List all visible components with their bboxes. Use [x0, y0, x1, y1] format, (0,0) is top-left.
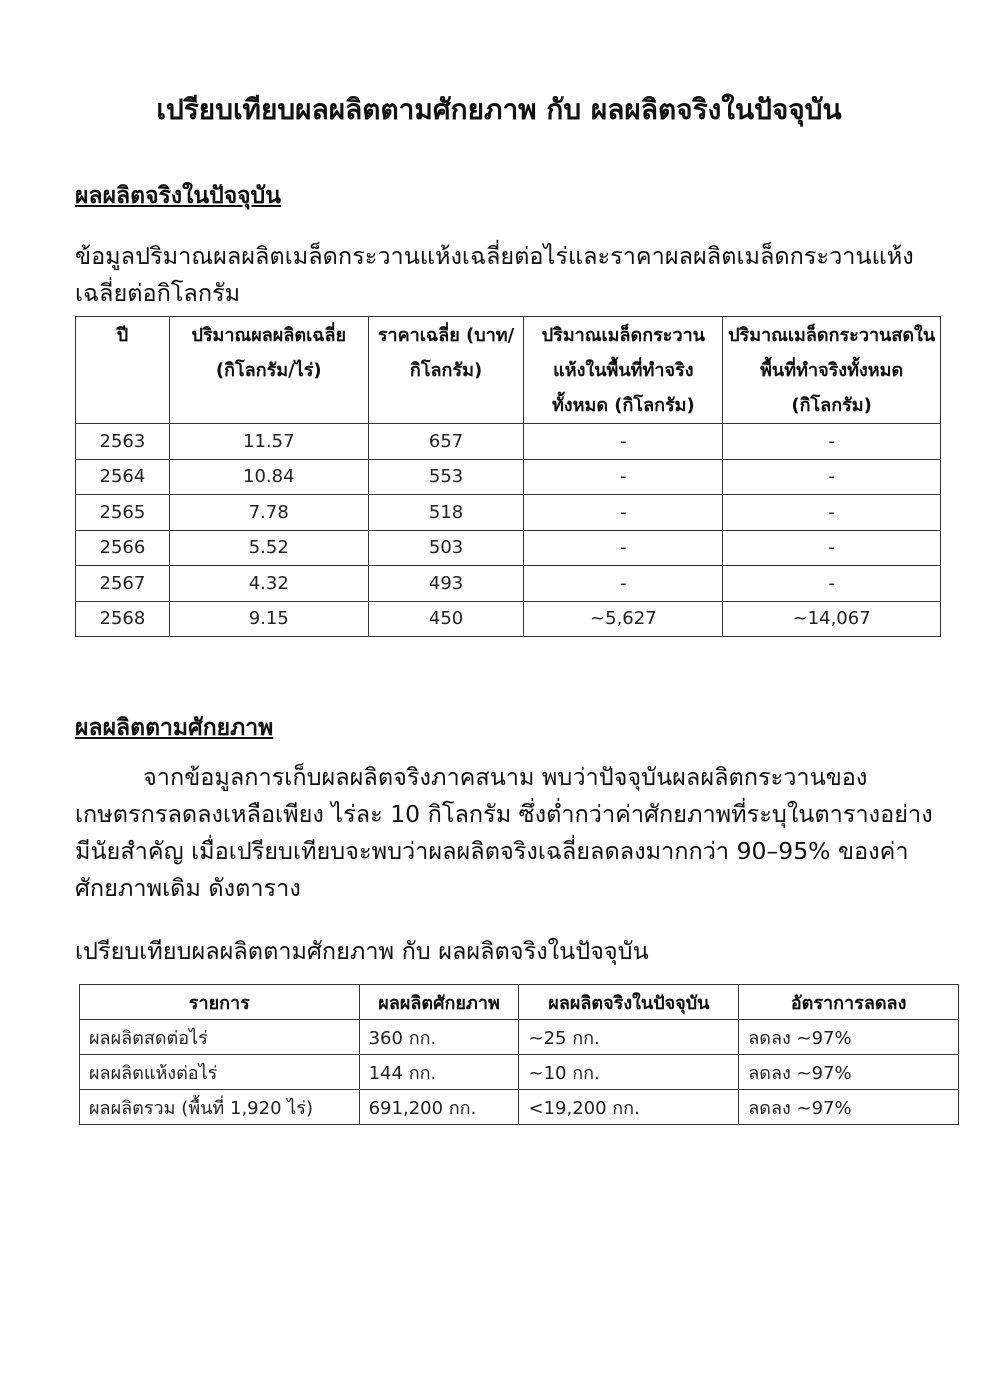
table-cell: 657 [368, 424, 524, 460]
table-cell: ผลผลิตรวม (พื้นที่ 1,920 ไร่) [80, 1090, 360, 1125]
table-cell: 2565 [76, 495, 170, 531]
table-cell: <19,200 กก. [519, 1090, 739, 1125]
table-cell: 2566 [76, 530, 170, 566]
table-cell: 4.32 [169, 566, 368, 602]
table-cell: 2564 [76, 459, 170, 495]
column-header: ปริมาณผลผลิตเฉลี่ย (กิโลกรัม/ไร่) [169, 317, 368, 424]
table-row [76, 601, 941, 637]
table-cell: - [723, 566, 941, 602]
page-title: เปรียบเทียบผลผลิตตามศักยภาพ กับ ผลผลิตจริงในปัจจุบัน [156, 93, 842, 126]
comparison-table [79, 984, 959, 1125]
yield-price-table [75, 316, 941, 637]
table-cell: - [524, 566, 723, 602]
column-header: ปริมาณเมล็ดกระวานสดในพื้นที่ทำจริงทั้งหมด (กิโลกรัม) [723, 317, 941, 424]
table-cell: 360 กก. [359, 1020, 519, 1055]
table-cell: 2568 [76, 601, 170, 637]
section-heading-actual-yield: ผลผลิตจริงในปัจจุบัน [75, 183, 281, 209]
table-row [76, 424, 941, 460]
table-row [80, 1055, 959, 1090]
table-cell: - [524, 495, 723, 531]
intro-paragraph: ข้อมูลปริมาณผลผลิตเมล็ดกระวานแห้งเฉลี่ยต่อไร่และราคาผลผลิตเมล็ดกระวานแห้งเฉลี่ยต่อกิโลกรัม [75, 242, 914, 307]
table-row [76, 530, 941, 566]
table-cell: 2567 [76, 566, 170, 602]
column-header: อัตราการลดลง [739, 985, 959, 1020]
column-header: ปริมาณเมล็ดกระวานแห้งในพื้นที่ทำจริงทั้งหมด (กิโลกรัม) [524, 317, 723, 424]
table-cell: ลดลง ~97% [739, 1090, 959, 1125]
table-row [80, 1020, 959, 1055]
table-cell: ผลผลิตสดต่อไร่ [80, 1020, 360, 1055]
table-cell: ~25 กก. [519, 1020, 739, 1055]
column-header: ราคาเฉลี่ย (บาท/กิโลกรัม) [368, 317, 524, 424]
table-cell: 5.52 [169, 530, 368, 566]
table-header-row [80, 985, 959, 1020]
table-cell: 450 [368, 601, 524, 637]
table-cell: 7.78 [169, 495, 368, 531]
table-cell: 144 กก. [359, 1055, 519, 1090]
table-cell: 493 [368, 566, 524, 602]
table-row [76, 459, 941, 495]
table-cell: 691,200 กก. [359, 1090, 519, 1125]
table-caption: เปรียบเทียบผลผลิตตามศักยภาพ กับ ผลผลิตจริงในปัจจุบัน [75, 937, 649, 965]
column-header: ผลผลิตจริงในปัจจุบัน [519, 985, 739, 1020]
table-cell: ลดลง ~97% [739, 1020, 959, 1055]
table-row [76, 495, 941, 531]
table-cell: - [524, 459, 723, 495]
table-cell: - [524, 424, 723, 460]
section-heading-potential-yield: ผลผลิตตามศักยภาพ [75, 715, 274, 741]
table-cell: 11.57 [169, 424, 368, 460]
table-cell: 518 [368, 495, 524, 531]
table-cell: 2563 [76, 424, 170, 460]
column-header: ผลผลิตศักยภาพ [359, 985, 519, 1020]
table-cell: ลดลง ~97% [739, 1055, 959, 1090]
table-cell: 9.15 [169, 601, 368, 637]
table-cell: ~5,627 [524, 601, 723, 637]
analysis-paragraph: จากข้อมูลการเก็บผลผลิตจริงภาคสนาม พบว่าปัจจุบันผลผลิตกระวานของเกษตรกรลดลงเหลือเพียง ไร่ละ 10 กิโลกรัม ซึ่งต่ำกว่าค่าศักยภาพที่ระบุในตารางอย่างมีนัยสำคัญ เมื่อเปรียบเทียบจะพบว่าผลผลิตจริงเฉลี่ยลดลงมากกว่า 90–95% ของค่าศักยภาพเดิม ดังตาราง [75, 763, 933, 902]
table-row [76, 566, 941, 602]
table-cell: - [723, 459, 941, 495]
table-cell: - [723, 495, 941, 531]
table-cell: 503 [368, 530, 524, 566]
column-header: ปี [76, 317, 170, 424]
table-cell: 10.84 [169, 459, 368, 495]
table-cell: - [524, 530, 723, 566]
table-cell: ~14,067 [723, 601, 941, 637]
table-header-row [76, 317, 941, 424]
column-header: รายการ [80, 985, 360, 1020]
table-cell: ~10 กก. [519, 1055, 739, 1090]
table-row [80, 1090, 959, 1125]
table-cell: ผลผลิตแห้งต่อไร่ [80, 1055, 360, 1090]
table-cell: - [723, 530, 941, 566]
table-cell: 553 [368, 459, 524, 495]
table-cell: - [723, 424, 941, 460]
